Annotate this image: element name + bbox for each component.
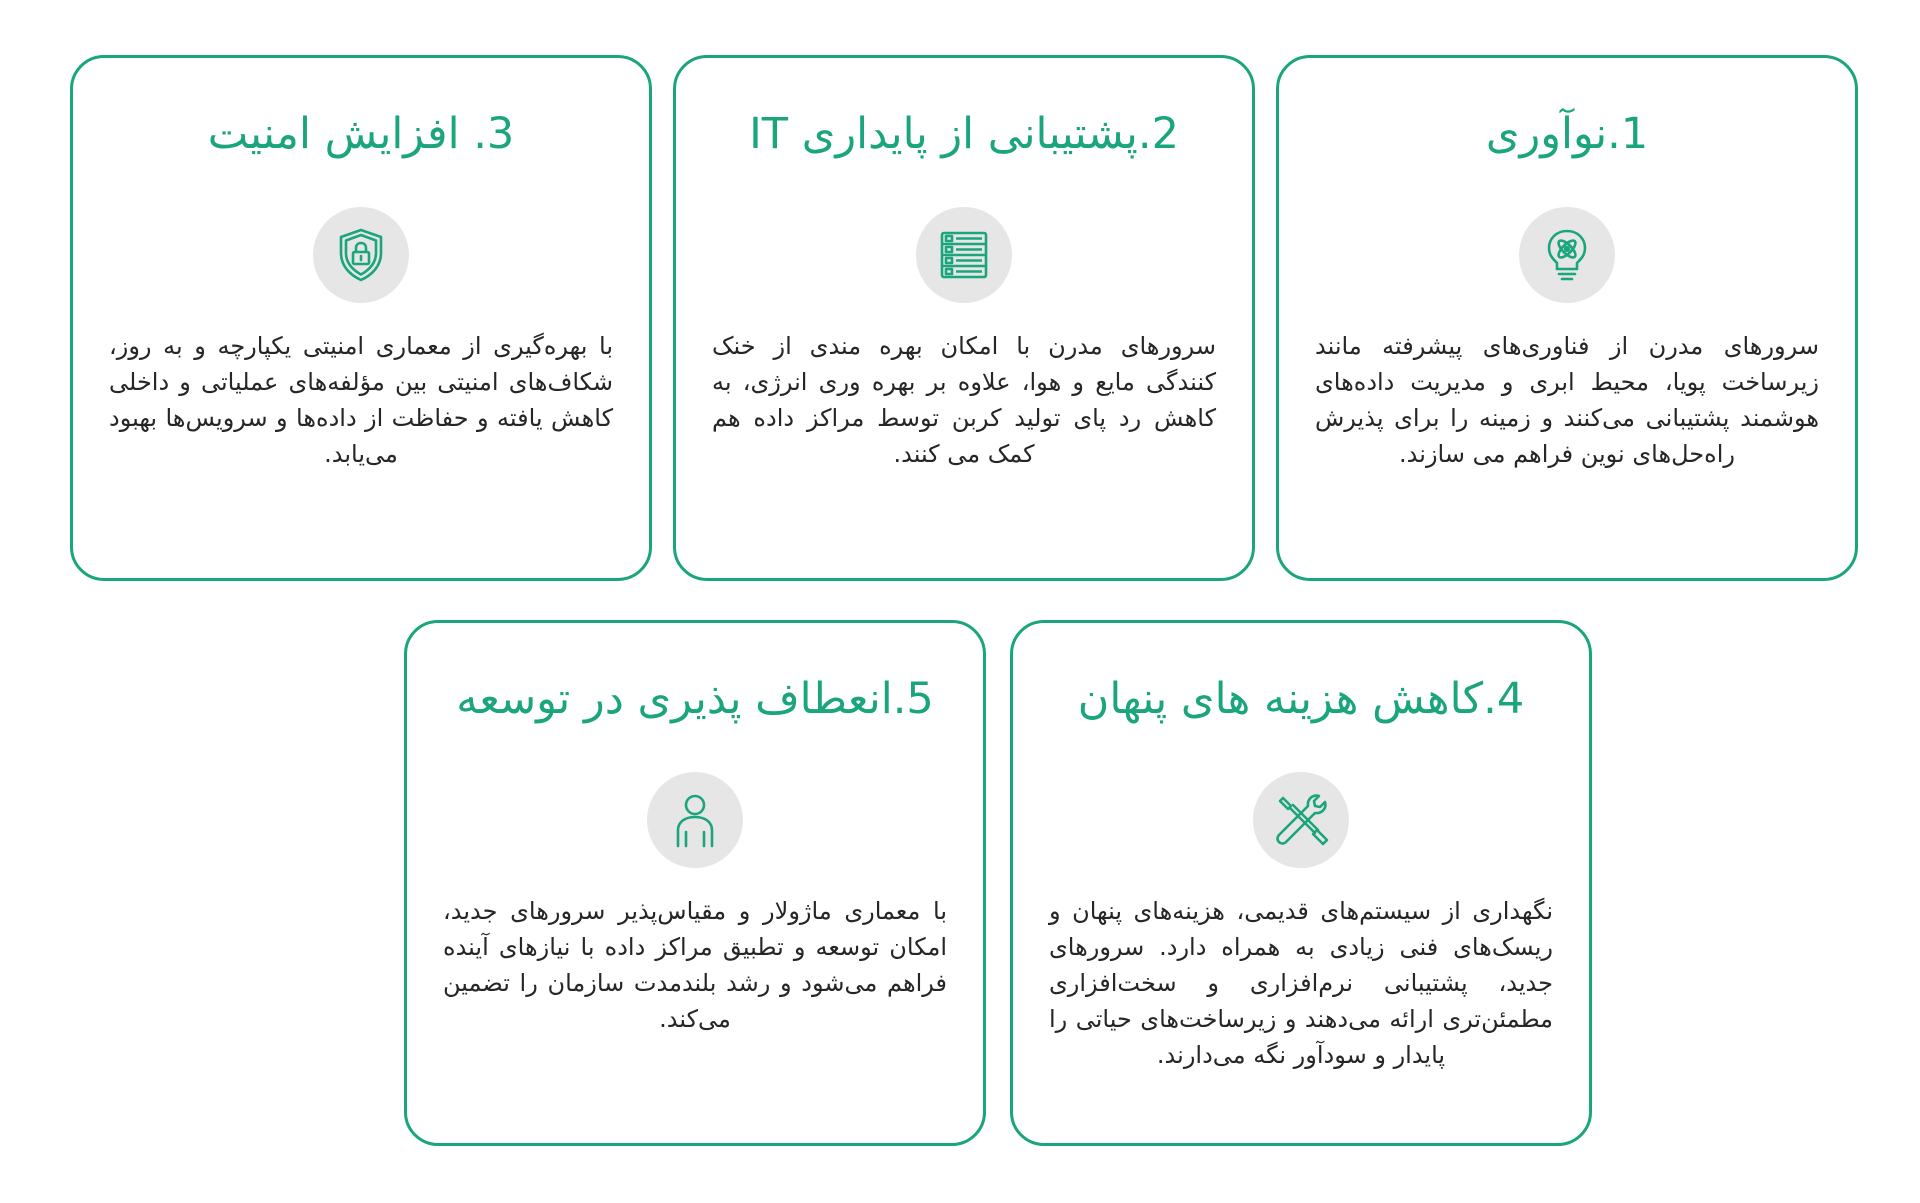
card-text: با معماری ماژولار و مقیاس‌پذیر سرورهای جدید، امکان توسعه و تطبیق مراکز داده با نیازهای آینده فراهم می‌شود و رشد بلندمدت سازمان را تضمین می‌کند. — [443, 897, 947, 1033]
card-hidden-costs — [1010, 620, 1592, 1146]
card-security — [70, 55, 652, 581]
icon-badge — [313, 207, 409, 303]
card-innovation — [1276, 55, 1858, 581]
icon-badge — [647, 772, 743, 868]
card-text: سرورهای مدرن با امکان بهره مندی از خنک کنندگی مایع و هوا، علاوه بر بهره وری انرژی، به کاهش رد پای تولید کربن توسط مراکز داده هم کمک می کنند. — [712, 332, 1216, 468]
shield-lock-icon — [331, 225, 391, 285]
card-text: سرورهای مدرن از فناوری‌های پیشرفته مانند زیرساخت پویا، محیط ابری و مدیریت داده‌های هوشمند پشتیبانی می‌کنند و زمینه را برای پذیرش راه‌حل‌های نوین فراهم می سازند. — [1315, 332, 1819, 468]
icon-badge — [916, 207, 1012, 303]
card-text: نگهداری از سیستم‌های قدیمی، هزینه‌های پنهان و ریسک‌های فنی زیادی به همراه دارد. سرورهای جدید، پشتیبانی نرم‌افزاری و سخت‌افزاری مطمئن‌تری ارائه می‌دهند و زیرساخت‌های حیاتی را پایدار و سودآور نگه می‌دارند. — [1049, 897, 1553, 1069]
card-title: 4.کاهش هزینه های پنهان — [1077, 674, 1525, 724]
lightbulb-atom-icon — [1537, 225, 1597, 285]
icon-badge — [1519, 207, 1615, 303]
card-title: 5.انعطاف پذیری در توسعه — [456, 674, 934, 724]
card-it-sustainability — [673, 55, 1255, 581]
card-title: 1.نوآوری — [1485, 109, 1649, 159]
card-title: 2.پشتیبانی از پایداری IT — [749, 109, 1179, 159]
tools-icon — [1271, 790, 1331, 850]
person-icon — [665, 790, 725, 850]
server-list-icon — [934, 225, 994, 285]
card-text: با بهره‌گیری از معماری امنیتی یکپارچه و به روز، شکاف‌های امنیتی بین مؤلفه‌های عملیاتی و داخلی کاهش یافته و حفاظت از داده‌ها و سرویس‌ها بهبود می‌یابد. — [109, 332, 613, 468]
card-scalability — [404, 620, 986, 1146]
card-title: 3. افزایش امنیت — [207, 109, 515, 159]
icon-badge — [1253, 772, 1349, 868]
